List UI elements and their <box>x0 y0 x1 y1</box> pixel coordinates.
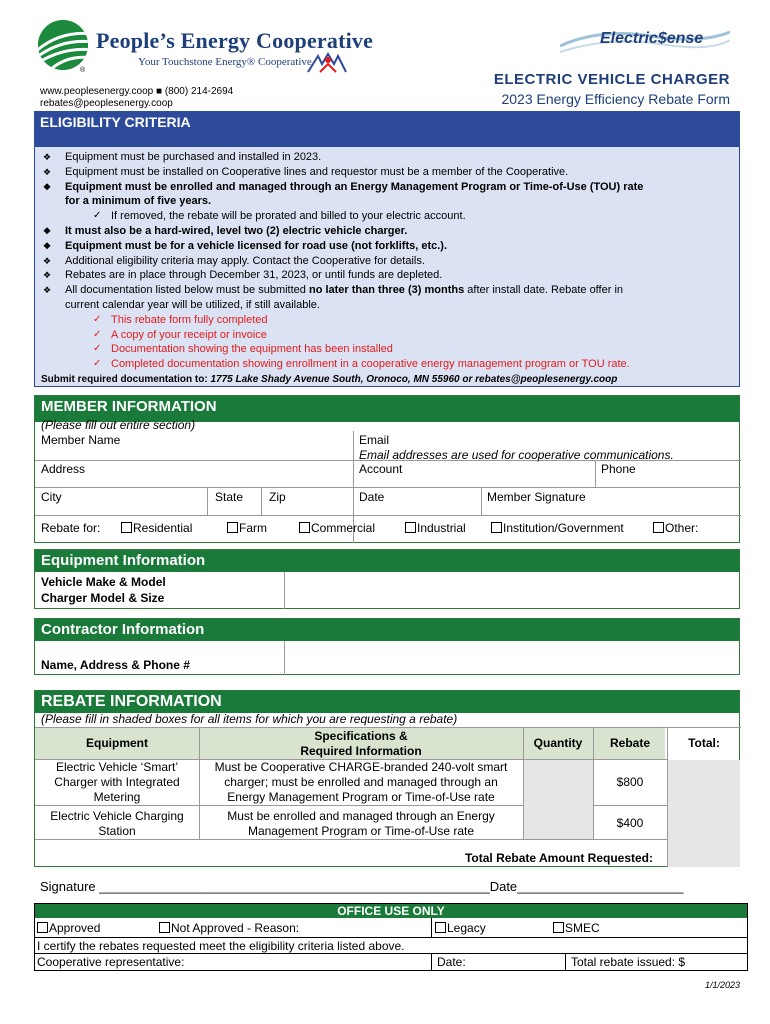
quantity-input[interactable] <box>524 760 593 839</box>
list-subitem: ✓ If removed, the rebate will be prorated and billed to your electric account. <box>93 210 466 223</box>
certify-statement: I certify the rebates requested meet the eligibility criteria listed above. <box>37 939 405 953</box>
total-issued-field[interactable]: Total rebate issued: $ <box>571 955 686 969</box>
checkmark-icon: ✓ <box>93 343 102 355</box>
table-row-rebate: $800 <box>616 775 644 789</box>
diamond-bullet-icon: ❖ <box>43 285 52 296</box>
institution-government-checkbox[interactable]: Institution/Government <box>491 521 624 535</box>
document-title <box>494 71 730 107</box>
contractor-information-heading: Contractor Information <box>35 619 739 641</box>
diamond-bullet-icon: ❖ <box>43 152 52 162</box>
phone-field[interactable]: Phone <box>601 462 636 476</box>
equipment-information-section <box>34 549 740 609</box>
city-field[interactable]: City <box>41 490 62 504</box>
list-subitem: ✓ Completed documentation showing enrollment in a cooperative energy management program or TOU rate. <box>93 358 630 371</box>
charger-model-size-label: Charger Model & Size <box>41 591 165 605</box>
signature-line[interactable]: Signature ______________________________________________________Date_______________________ <box>40 879 684 894</box>
org-tagline: Your Touchstone Energy® Cooperative <box>138 56 312 68</box>
diamond-bullet-icon: ❖ <box>43 270 52 281</box>
member-note: (Please fill out entire section) <box>41 418 196 432</box>
commercial-checkbox[interactable]: Commercial <box>299 521 375 535</box>
total-rebate-label: Total Rebate Amount Requested: <box>464 851 653 865</box>
not-approved-checkbox[interactable]: Not Approved - Reason: <box>159 921 299 935</box>
total-input[interactable] <box>668 760 740 867</box>
rebate-note: (Please fill in shaded boxes for all items for which you are requesting a rebate) <box>41 712 458 726</box>
diamond-bullet-icon: ❖ <box>43 225 52 236</box>
list-subitem: ✓ A copy of your receipt or invoice <box>93 328 267 341</box>
list-item: ❖ Additional eligibility criteria may apply. Contact the Cooperative for details. <box>43 254 425 267</box>
member-name-field[interactable]: Member Name <box>41 433 121 447</box>
list-item: ❖ Equipment must be purchased and installed in 2023. <box>43 151 322 163</box>
member-signature-field[interactable]: Member Signature <box>487 490 586 504</box>
representative-field[interactable]: Cooperative representative: <box>37 955 185 969</box>
list-item: ❖ It must also be a hard-wired, level two (2) electric vehicle charger. <box>43 224 408 237</box>
column-header-specifications: Specifications & Required Information <box>300 729 422 758</box>
org-name: People’s Energy Cooperative <box>96 28 374 53</box>
table-row-specification: Must be Cooperative CHARGE-branded 240-volt smart charger; must be enrolled and managed through an Energy Management Program or Time-of-Use rate <box>214 760 508 804</box>
list-item: ❖ Rebates are in place through December 31, 2023, or until funds are depleted. <box>43 269 443 282</box>
checkmark-icon: ✓ <box>93 210 102 222</box>
column-header-equipment: Equipment <box>86 736 148 750</box>
approved-checkbox[interactable]: Approved <box>37 921 100 935</box>
list-item-continued: for a minimum of five years. <box>65 195 212 208</box>
contractor-name-label: Name, Address & Phone # <box>41 658 190 672</box>
residential-checkbox[interactable]: Residential <box>121 521 192 535</box>
list-subitem: ✓ This rebate form fully completed <box>93 313 268 326</box>
office-date-field[interactable]: Date: <box>437 955 466 969</box>
other-checkbox[interactable]: Other: <box>653 521 698 535</box>
vehicle-make-model-label: Vehicle Make & Model <box>41 575 166 589</box>
equipment-information-heading: Equipment Information <box>35 550 739 572</box>
column-header-quantity: Quantity <box>533 736 583 750</box>
farm-checkbox[interactable]: Farm <box>227 521 267 535</box>
industrial-checkbox[interactable]: Industrial <box>405 521 466 535</box>
contractor-information-section <box>34 618 740 675</box>
touchstone-icon <box>306 52 348 74</box>
diamond-bullet-icon: ❖ <box>43 181 52 192</box>
account-field[interactable]: Account <box>359 462 403 476</box>
table-row-equipment: Electric Vehicle Charging Station <box>50 809 184 838</box>
list-item: ❖ Equipment must be enrolled and managed through an Energy Management Program or Time-of-Use (TOU) rate <box>43 180 644 193</box>
electricsense-logo-text: Electric$ense <box>600 30 704 47</box>
member-information-heading: MEMBER INFORMATION <box>35 396 739 422</box>
title-line-1: ELECTRIC VEHICLE CHARGER <box>493 71 730 88</box>
checkmark-icon: ✓ <box>93 328 102 340</box>
table-row-specification: Must be enrolled and managed through an Energy Management Program or Time-of-Use rate <box>227 809 495 838</box>
checkmark-icon: ✓ <box>93 358 102 370</box>
contractor-info-input[interactable] <box>287 643 737 673</box>
list-item-continued: current calendar year will be utilized, if still available. <box>65 298 320 311</box>
submit-instructions: Submit required documentation to: 1775 Lake Shady Avenue South, Oronoco, MN 55960 or rebates@peoplesenergy.coop <box>41 373 618 385</box>
website-link[interactable]: www.peoplesenergy.coop <box>40 86 154 97</box>
legacy-checkbox[interactable]: Legacy <box>435 921 486 935</box>
date-field[interactable]: Date <box>359 490 385 504</box>
table-row-rebate: $400 <box>616 816 644 830</box>
state-field[interactable]: State <box>215 490 244 504</box>
diamond-bullet-icon: ❖ <box>43 255 52 266</box>
column-header-total: Total: <box>688 736 720 750</box>
rebate-information-heading: REBATE INFORMATION <box>35 691 739 713</box>
diamond-bullet-icon: ❖ <box>43 240 52 251</box>
eligibility-section <box>34 147 740 387</box>
rebate-information-section <box>34 690 740 867</box>
list-item: ❖ All documentation listed below must be submitted no later than three (3) months after install date. Rebate offer in <box>43 284 623 297</box>
phone-number: (800) 214-2694 <box>164 86 234 97</box>
address-field[interactable]: Address <box>41 462 86 476</box>
zip-field[interactable]: Zip <box>269 490 286 504</box>
revision-date: 1/1/2023 <box>704 980 740 990</box>
smec-checkbox[interactable]: SMEC <box>553 921 600 935</box>
list-item: ❖ Equipment must be installed on Cooperative lines and requestor must be a member of the Cooperative. <box>43 165 569 178</box>
cooperative-logo <box>38 20 88 70</box>
email-note: Email addresses are used for cooperative communications. <box>359 448 674 462</box>
office-use-heading: OFFICE USE ONLY <box>35 904 747 918</box>
registered-mark: ® <box>80 67 86 74</box>
equipment-info-input[interactable] <box>287 574 737 608</box>
list-item: ❖ Equipment must be for a vehicle licensed for road use (not forklifts, etc.). <box>43 239 448 252</box>
column-header-rebate: Rebate <box>609 736 650 750</box>
title-line-2: 2023 Energy Efficiency Rebate Form <box>501 91 730 107</box>
signature-label: Signature <box>40 879 96 894</box>
date-label: Date <box>489 879 518 894</box>
diamond-bullet-icon: ❖ <box>43 166 52 177</box>
email-link[interactable]: rebates@peoplesenergy.coop <box>40 98 173 109</box>
member-information-section <box>34 395 740 543</box>
square-icon: ■ <box>156 86 163 97</box>
table-row-equipment: Electric Vehicle ‘Smart’ Charger with Integrated Metering <box>54 760 180 804</box>
office-use-section <box>34 903 748 971</box>
contact-info <box>40 86 233 110</box>
list-subitem: ✓ Documentation showing the equipment has been installed <box>93 343 393 356</box>
checkmark-icon: ✓ <box>93 313 102 325</box>
email-field[interactable]: Email <box>359 433 390 447</box>
eligibility-heading: ELIGIBILITY CRITERIA <box>34 111 740 147</box>
rebate-for-label: Rebate for: <box>41 521 101 535</box>
